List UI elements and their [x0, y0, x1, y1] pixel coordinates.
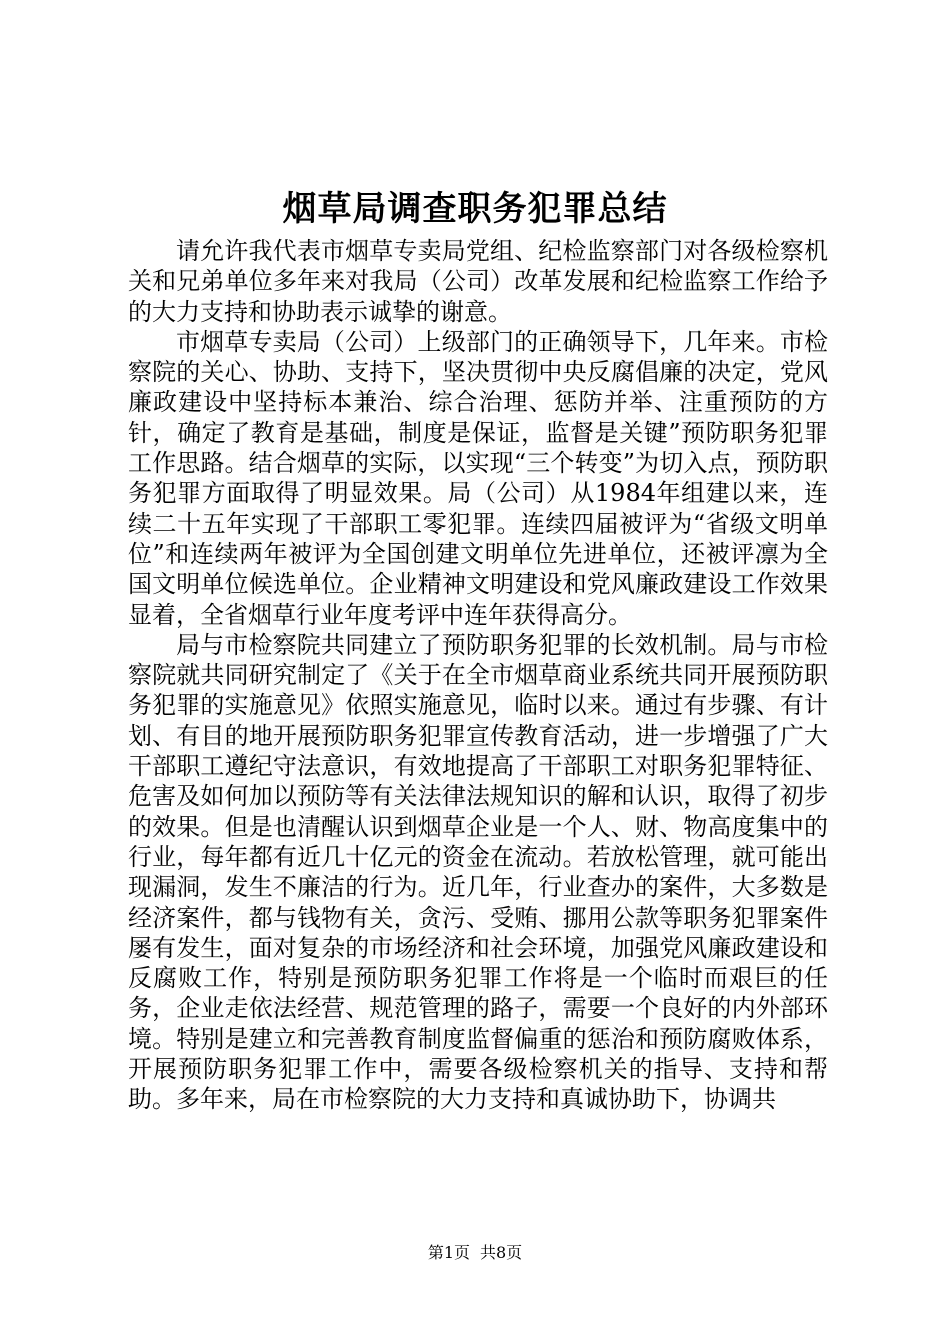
paragraph-2: 市烟草专卖局（公司）上级部门的正确领导下，几年来。市检察院的关心、协助、支持下，坚决贯彻中央反腐倡廉的决定，党风廉政建设中坚持标本兼治、综合治理、惩防并举、注重预防的方针，确定了教育是基础，制度是保证，监督是关键”预防职务犯罪工作思路。结合烟草的实际，以实现“三个转变”为切入点，预防职务犯罪方面取得了明显效果。局（公司）从1984年组建以来，连续二十五年实现了干部职工零犯罪。连续四届被评为“省级文明单位”和连续两年被评为全国创建文明单位先进单位，还被评凛为全国文明单位候选单位。企业精神文明建设和党风廉政建设工作效果显着，全省烟草行业年度考评中连年获得高分。	[128, 327, 828, 629]
page-footer	[0, 1242, 950, 1264]
page-number: 第1页	[427, 1243, 470, 1262]
page-total: 共8页	[480, 1243, 523, 1262]
paragraph-3: 局与市检察院共同建立了预防职务犯罪的长效机制。局与市检察院就共同研究制定了《关于在全市烟草商业系统共同开展预防职务犯罪的实施意见》依照实施意见，临时以来。通过有步骤、有计划、有目的地开展预防职务犯罪宣传教育活动，进一步增强了广大干部职工遵纪守法意识，有效地提高了干部职工对职务犯罪特征、危害及如何加以预防等有关法律法规知识的解和认识，取得了初步的效果。但是也清醒认识到烟草企业是一个人、财、物高度集中的行业，每年都有近几十亿元的资金在流动。若放松管理，就可能出现漏洞，发生不廉洁的行为。近几年，行业查办的案件，大多数是经济案件，都与钱物有关，贪污、受贿、挪用公款等职务犯罪案件屡有发生，面对复杂的市场经济和社会环境，加强党风廉政建设和反腐败工作，特别是预防职务犯罪工作将是一个临时而艰巨的任务，企业走依法经营、规范管理的路子，需要一个良好的内外部环境。特别是建立和完善教育制度监督偏重的惩治和预防腐败体系，开展预防职务犯罪工作中，需要各级检察机关的指导、支持和帮助。多年来，局在市检察院的大力支持和真诚协助下，协调共	[128, 630, 828, 1114]
document-title: 烟草局调查职务犯罪总结	[282, 189, 668, 229]
document-body	[128, 236, 828, 1115]
paragraph-1: 请允许我代表市烟草专卖局党组、纪检监察部门对各级检察机关和兄弟单位多年来对我局（公司）改革发展和纪检监察工作给予的大力支持和协助表示诚挚的谢意。	[128, 237, 828, 326]
